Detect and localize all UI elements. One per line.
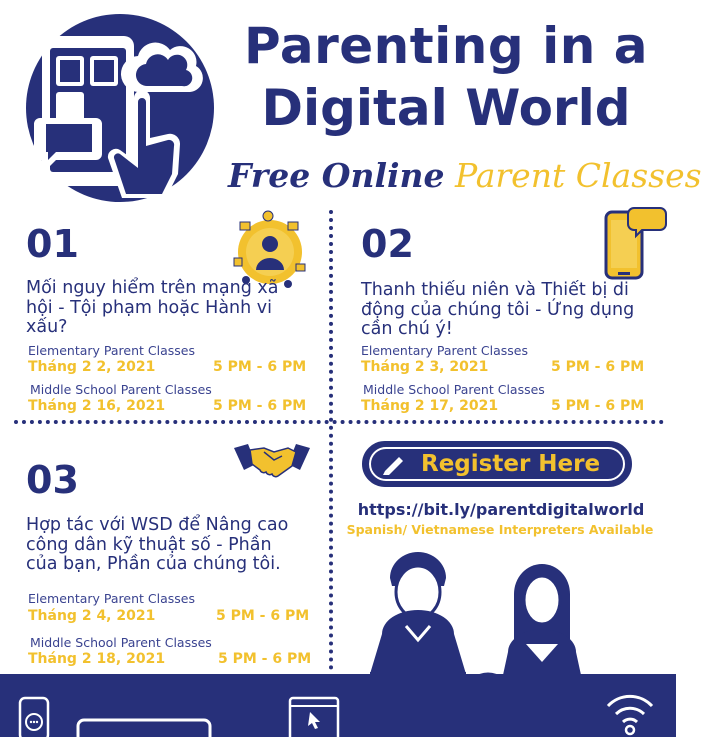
session-2-elementary-label: Elementary Parent Classes <box>361 343 528 358</box>
phone-touch-logo-icon <box>26 14 214 202</box>
session-1-topic-line-2: hội - Tội phạm hoặc Hành vi <box>26 297 273 318</box>
subtitle <box>228 154 702 198</box>
session-3-number: 03 <box>26 458 79 502</box>
chat-phone-icon <box>18 696 52 737</box>
interpreters-note: Spanish/ Vietnamese Interpreters Available <box>346 522 654 537</box>
session-2-middle-date: Tháng 2 17, 2021 <box>361 398 499 414</box>
session-3-topic-line-3: của bạn, Phần của chúng tôi. <box>26 554 281 574</box>
session-1-elementary-label: Elementary Parent Classes <box>28 343 195 358</box>
register-here-label: Register Here <box>421 451 601 477</box>
session-1-middle-label: Middle School Parent Classes <box>30 382 212 397</box>
session-1-elementary-date: Tháng 2 2, 2021 <box>28 359 156 375</box>
registration-link[interactable]: https://bit.ly/parentdigitalworld <box>357 500 645 519</box>
session-1-elementary-time: 5 PM - 6 PM <box>213 359 307 375</box>
session-3-topic-line-1: Hợp tác với WSD để Nâng cao <box>26 515 289 535</box>
session-3-middle-label: Middle School Parent Classes <box>30 635 212 650</box>
session-2-middle-time: 5 PM - 6 PM <box>551 398 645 414</box>
cursor-window-icon <box>286 694 342 737</box>
register-here-button[interactable] <box>362 441 632 487</box>
title-line-1: Parenting in a <box>244 17 648 75</box>
session-3-elementary-label: Elementary Parent Classes <box>28 591 195 606</box>
session-3-middle-time: 5 PM - 6 PM <box>218 651 312 667</box>
laptop-icon <box>76 718 212 737</box>
footer-band <box>0 674 676 737</box>
session-2-topic-line-2: động của chúng tôi - Ứng dụng <box>361 299 635 320</box>
session-2-topic-line-3: cần chú ý! <box>361 319 453 339</box>
session-2-number: 02 <box>361 222 414 266</box>
session-3-topic <box>26 516 326 575</box>
session-1-topic <box>26 279 326 338</box>
horizontal-divider <box>14 420 664 424</box>
session-1-number: 01 <box>26 222 79 266</box>
session-3-topic-line-2: công dân kỹ thuật số - Phần <box>26 534 272 555</box>
session-1-middle-time: 5 PM - 6 PM <box>213 398 307 414</box>
session-3-elementary-time: 5 PM - 6 PM <box>216 608 310 624</box>
session-1-topic-line-3: xấu? <box>26 317 68 337</box>
session-2-middle-label: Middle School Parent Classes <box>363 382 545 397</box>
wifi-icon <box>604 684 656 737</box>
session-3-middle-date: Tháng 2 18, 2021 <box>28 651 166 667</box>
pencil-icon <box>381 453 407 477</box>
smartphone-chat-icon <box>600 204 668 284</box>
vertical-divider <box>329 210 333 670</box>
session-2-topic <box>361 281 671 340</box>
session-1-topic-line-1: Mối nguy hiểm trên mạng xã <box>26 278 279 298</box>
subtitle-parent-classes: Parent Classes <box>455 156 702 195</box>
session-2-elementary-date: Tháng 2 3, 2021 <box>361 359 489 375</box>
title-line-2: Digital World <box>261 79 631 137</box>
subtitle-free-online: Free Online <box>228 156 445 195</box>
session-2-elementary-time: 5 PM - 6 PM <box>551 359 645 375</box>
session-3-elementary-date: Tháng 2 4, 2021 <box>28 608 156 624</box>
session-1-middle-date: Tháng 2 16, 2021 <box>28 398 166 414</box>
session-2-topic-line-1: Thanh thiếu niên và Thiết bị di <box>361 280 629 300</box>
handshake-icon <box>232 440 312 480</box>
